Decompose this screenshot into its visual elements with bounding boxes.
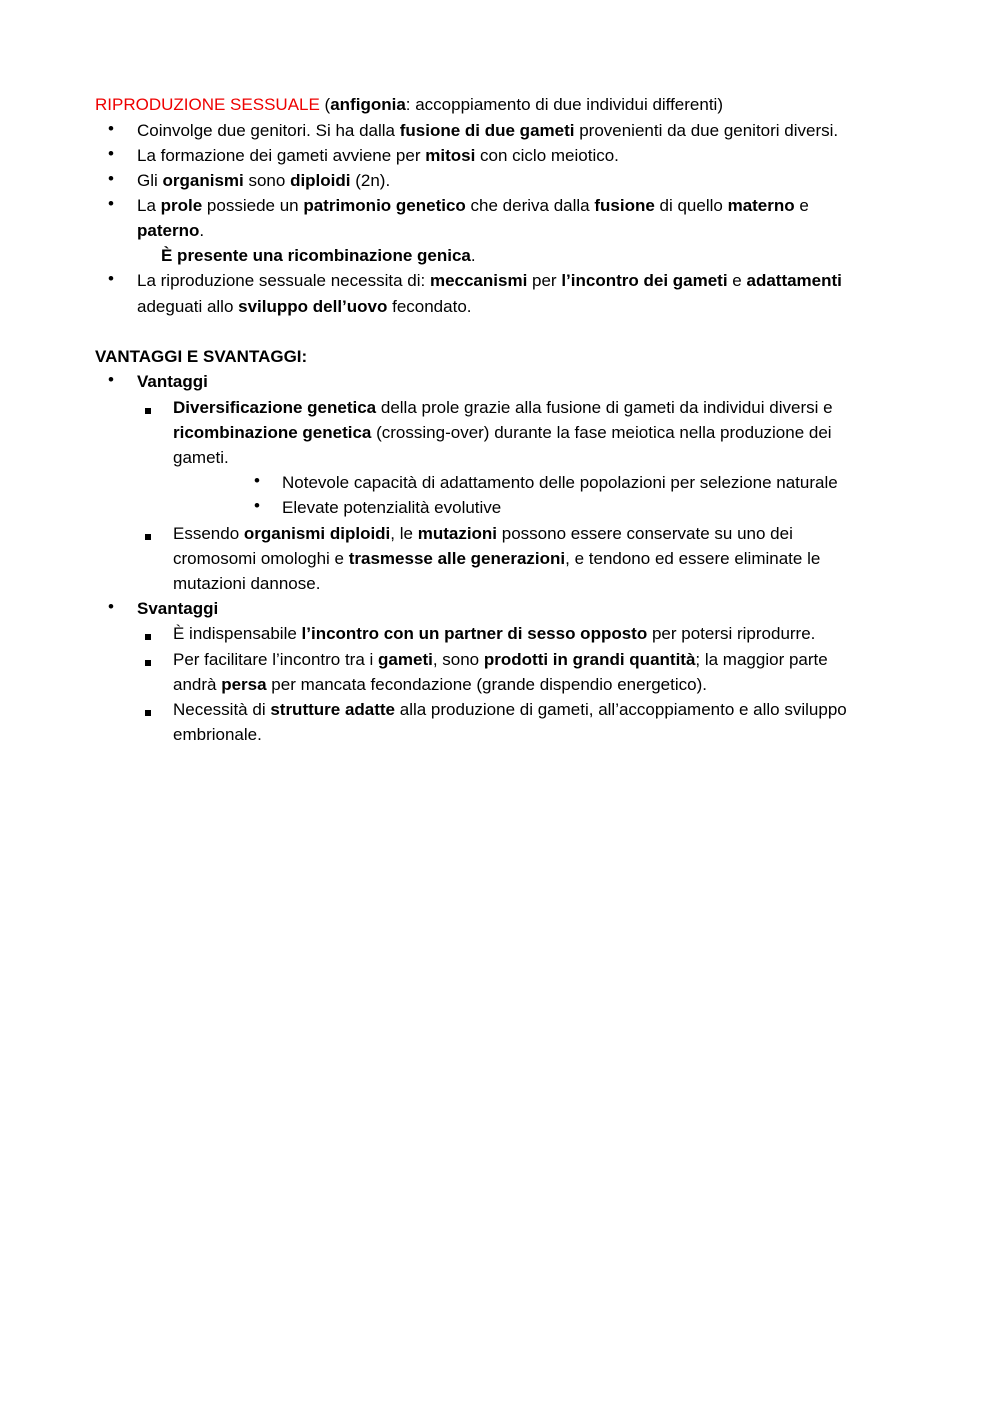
list-item-continuation: paterno. (137, 221, 205, 240)
list-item-continuation: mutazioni dannose. (173, 574, 321, 593)
list-item: Necessità di strutture adatte alla produzione di gameti, all’accoppiamento e allo sviluppo (173, 700, 847, 719)
square-bullet-icon (145, 634, 151, 640)
list-item: La prole possiede un patrimonio genetico che deriva dalla fusione di quello materno e (137, 196, 809, 215)
title-red-text: RIPRODUZIONE SESSUALE (95, 95, 320, 114)
square-bullet-icon (145, 534, 151, 540)
square-bullet-icon (145, 408, 151, 414)
list-item-continuation: ricombinazione genetica (crossing-over) durante la fase meiotica nella produzione dei (173, 423, 832, 442)
list-item-indented-note: È presente una ricombinazione genica. (161, 246, 476, 265)
bullet-icon: • (108, 370, 114, 389)
bullet-icon: • (108, 119, 114, 138)
bullet-icon: • (108, 144, 114, 163)
subheading-svantaggi: Svantaggi (137, 599, 219, 618)
bullet-icon: • (108, 169, 114, 188)
square-bullet-icon (145, 660, 151, 666)
square-bullet-icon (145, 710, 151, 716)
list-item: La formazione dei gameti avviene per mitosi con ciclo meiotico. (137, 146, 619, 165)
list-item: Diversificazione genetica della prole grazie alla fusione di gameti da individui diversi e (173, 398, 833, 417)
list-item-continuation: adeguati allo sviluppo dell’uovo fecondato. (137, 297, 472, 316)
bullet-icon: • (254, 496, 260, 515)
list-item: Gli organismi sono diploidi (2n). (137, 171, 391, 190)
sub-list-item: Notevole capacità di adattamento delle popolazioni per selezione naturale (282, 473, 838, 492)
list-item: Coinvolge due genitori. Si ha dalla fusione di due gameti provenienti da due genitori diversi. (137, 121, 839, 140)
sub-list-item: Elevate potenzialità evolutive (282, 498, 502, 517)
bullet-icon: • (108, 597, 114, 616)
list-item: È indispensabile l’incontro con un partner di sesso opposto per potersi riprodurre. (173, 624, 816, 643)
subheading-vantaggi: Vantaggi (137, 372, 208, 391)
bullet-icon: • (254, 471, 260, 490)
list-item-continuation: embrionale. (173, 725, 262, 744)
list-item: Per facilitare l’incontro tra i gameti, sono prodotti in grandi quantità; la maggior parte (173, 650, 828, 669)
section-title-riproduzione: RIPRODUZIONE SESSUALE (anfigonia: accoppiamento di due individui differenti) (95, 95, 723, 114)
list-item-continuation: andrà persa per mancata fecondazione (grande dispendio energetico). (173, 675, 707, 694)
section-title-vantaggi-svantaggi: VANTAGGI E SVANTAGGI: (95, 347, 308, 366)
list-item: Essendo organismi diploidi, le mutazioni possono essere conservate su uno dei (173, 524, 793, 543)
bullet-icon: • (108, 269, 114, 288)
bullet-icon: • (108, 194, 114, 213)
list-item-continuation: gameti. (173, 448, 229, 467)
list-item: La riproduzione sessuale necessita di: meccanismi per l’incontro dei gameti e adattamenti (137, 271, 842, 290)
list-item-continuation: cromosomi omologhi e trasmesse alle generazioni, e tendono ed essere eliminate le (173, 549, 821, 568)
